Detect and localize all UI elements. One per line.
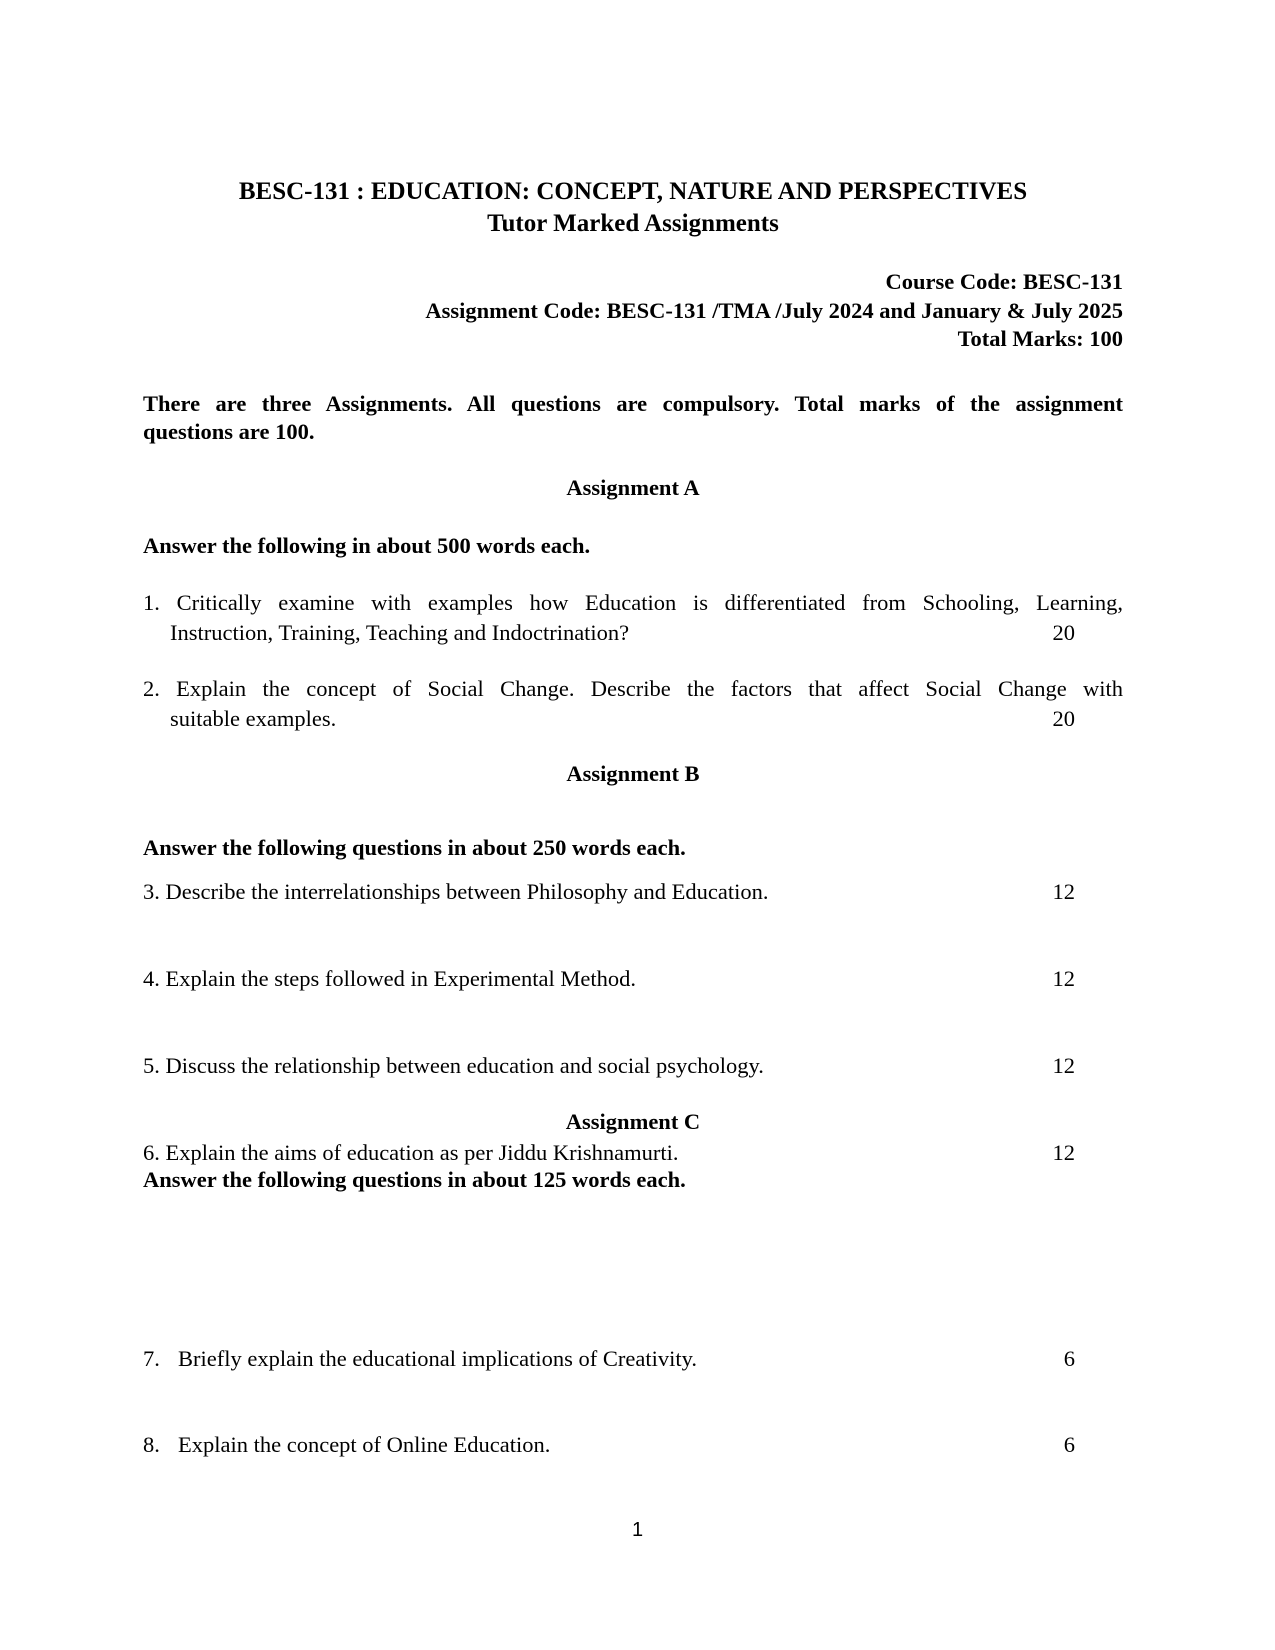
question-7-marks: 6 bbox=[1063, 1346, 1075, 1371]
section-instruction-a: Answer the following in about 500 words each. bbox=[143, 533, 591, 558]
question-3-text: 3. Describe the interrelationships between Philosophy and Education. bbox=[143, 879, 769, 904]
question-1-text: Instruction, Training, Teaching and Indoctrination? bbox=[170, 620, 630, 645]
intro-line-1: There are three Assignments. All questions are compulsory. Total marks of the assignment bbox=[143, 391, 1123, 416]
course-meta-block bbox=[143, 268, 1123, 354]
question-2 bbox=[143, 674, 1123, 734]
question-1-marks: 20 bbox=[1052, 620, 1075, 645]
section-instruction-b: Answer the following questions in about 250 words each. bbox=[143, 835, 686, 860]
section-instruction-c: Answer the following questions in about 125 words each. bbox=[143, 1167, 686, 1192]
document-title-block bbox=[143, 176, 1123, 240]
total-marks: Total Marks: 100 bbox=[957, 326, 1123, 351]
question-2-line-2 bbox=[143, 704, 1123, 734]
question-3-marks: 12 bbox=[1052, 879, 1075, 904]
question-6-text: 6. Explain the aims of education as per Jiddu Krishnamurti. bbox=[143, 1140, 679, 1165]
assignment-code: Assignment Code: BESC-131 /TMA /July 2024 and January & July 2025 bbox=[425, 297, 1123, 323]
section-heading-c: Assignment C bbox=[565, 1109, 701, 1134]
question-3 bbox=[143, 877, 1123, 907]
course-code: Course Code: BESC-131 bbox=[885, 269, 1123, 294]
question-5-marks: 12 bbox=[1052, 1053, 1075, 1078]
question-6-marks: 12 bbox=[1052, 1140, 1075, 1165]
question-2-text: suitable examples. bbox=[170, 706, 337, 731]
question-7-number: 7. bbox=[143, 1346, 160, 1371]
question-5 bbox=[143, 1051, 1123, 1081]
question-2-line-1: 2. Explain the concept of Social Change. Describe the factors that affect Social Change with bbox=[143, 676, 1123, 701]
page-title: BESC-131 : EDUCATION: CONCEPT, NATURE AND PERSPECTIVES bbox=[238, 178, 1028, 205]
question-4-marks: 12 bbox=[1052, 966, 1075, 991]
question-1-line-2 bbox=[143, 618, 1123, 648]
question-5-text: 5. Discuss the relationship between education and social psychology. bbox=[143, 1053, 764, 1078]
page-subtitle: Tutor Marked Assignments bbox=[487, 210, 779, 237]
question-7 bbox=[143, 1344, 1123, 1374]
question-1-line-1: 1. Critically examine with examples how Education is differentiated from Schooling, Learning, bbox=[143, 590, 1123, 615]
question-8-marks: 6 bbox=[1063, 1432, 1075, 1457]
question-7-text: Briefly explain the educational implications of Creativity. bbox=[178, 1346, 698, 1371]
question-1 bbox=[143, 588, 1123, 648]
question-4-text: 4. Explain the steps followed in Experimental Method. bbox=[143, 966, 637, 991]
question-8 bbox=[143, 1430, 1123, 1460]
section-heading-b: Assignment B bbox=[566, 761, 700, 786]
question-8-number: 8. bbox=[143, 1432, 160, 1457]
question-2-marks: 20 bbox=[1052, 706, 1075, 731]
intro-line-2: questions are 100. bbox=[143, 419, 315, 444]
section-heading-a: Assignment A bbox=[566, 475, 700, 500]
page-number: 1 bbox=[631, 1519, 644, 1541]
question-8-text: Explain the concept of Online Education. bbox=[178, 1432, 551, 1457]
question-4 bbox=[143, 964, 1123, 994]
question-6 bbox=[143, 1138, 1123, 1168]
intro-paragraph bbox=[143, 390, 1123, 446]
